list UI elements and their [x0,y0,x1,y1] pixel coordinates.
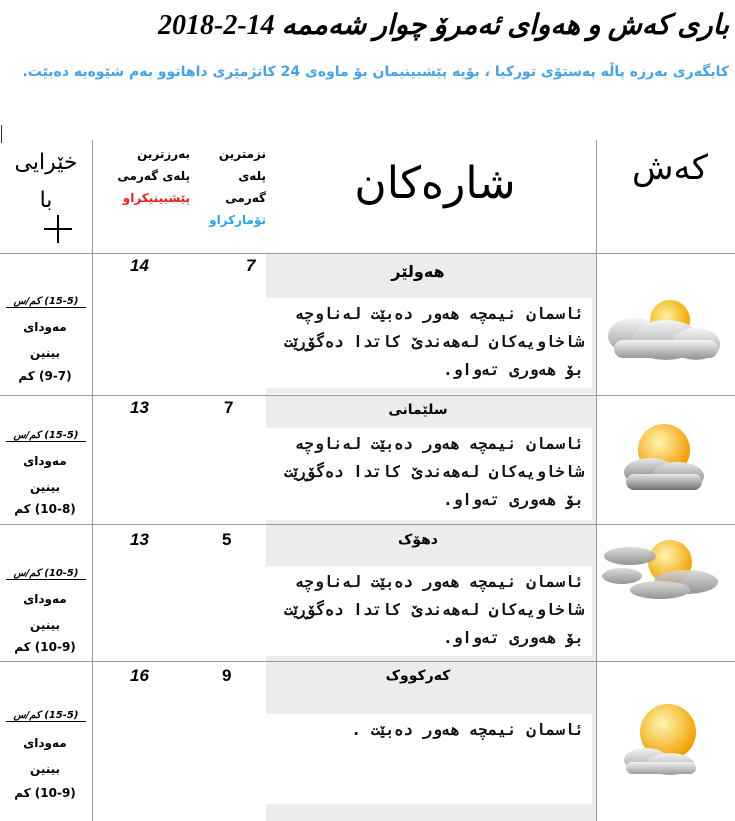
min-temp: 7 [224,398,234,417]
header-max-forecast: پێشبینیکراو [122,191,190,205]
wind-speed: (15-5) کم/س [6,296,86,308]
header-max-line: پلەی گەرمی [117,169,190,183]
partly-cloudy-icon [600,288,724,368]
max-temp: 16 [130,666,149,685]
header-min-recorded: تۆمارکراو [209,213,266,227]
row-divider [0,661,735,662]
visibility-label [4,448,86,500]
visibility-label [4,314,86,366]
city-name: سلێمانی [388,402,448,418]
visibility-label-line: بینین [30,618,60,632]
header-min-temp [196,143,266,231]
visibility-label [4,730,86,782]
weather-description: ئاسمان نیمچە هەور دەبێت لەناوچە شاخاویەکان لەهەندێ کاتدا دەگۆڕێت بۆ هەوری تەواو. [266,566,592,656]
row-divider [0,524,735,525]
city-name: کەرکووک [385,668,451,684]
max-temp: 14 [130,256,149,275]
visibility-label-line: بینین [30,480,60,494]
sun-with-clouds-icon [600,530,728,606]
min-temp: 7 [246,256,256,275]
city-name: دهۆک [397,532,438,548]
max-temp: 13 [130,530,149,549]
row-divider [0,253,735,254]
header-max-line: بەرزترین [137,147,190,161]
sun-small-cloud-icon [612,690,712,786]
weather-description: ئاسمان نیمچە هەور دەبێت لەناوچە شاخاویەکان لەهەندێ کاتدا دەگۆڕێت بۆ هەوری تەواو. [266,298,592,388]
visibility-value: (10-8) کم [14,502,76,516]
header-min-line: نزمترین [218,147,266,161]
column-divider [596,140,597,821]
header-min-line: گەرمی [225,191,266,205]
wind-speed: (10-5) کم/س [6,568,86,580]
header-max-temp [95,143,190,209]
visibility-label-line: بینین [30,762,60,776]
weather-description: ئاسمان نیمچە هەور دەبێت . [266,714,592,804]
wind-speed: (15-5) کم/س [6,710,86,722]
header-wind-line: با [39,188,53,213]
visibility-label-line: مەودای [23,592,67,606]
weather-description: ئاسمان نیمچە هەور دەبێت لەناوچە شاخاویەکان لەهەندێ کاتدا دەگۆڕێت بۆ هەوری تەواو. [266,428,592,520]
header-wind-line: خێرایی [14,150,78,175]
wind-speed: (15-5) کم/س [6,430,86,442]
header-weather: کەش [632,148,708,188]
header-min-line: پلەی [238,169,266,183]
city-name: هەولێر [391,262,445,281]
page-title: باری کەش و هەوای ئەمرۆ چوار شەممە 14-2-2018 [158,10,729,41]
visibility-label-line: مەودای [23,736,67,750]
plus-icon [44,215,72,243]
visibility-label [4,586,86,638]
header-wind-speed [2,144,90,220]
visibility-value: (9-7) کم [18,369,72,383]
column-divider [1,125,2,143]
forecast-summary: کایگەری بەرزە پاڵە پەستۆی تورکیا ، بۆیە پێشبینیمان بۆ ماوەی 24 کاتژمێری داهاتوو بەم شێوەیە دەبێت. [22,64,729,80]
visibility-value: (10-9) کم [14,640,76,654]
visibility-value: (10-9) کم [14,786,76,800]
row-divider [0,395,735,396]
header-cities: شارەکان [354,158,516,209]
visibility-label-line: مەودای [23,454,67,468]
max-temp: 13 [130,398,149,417]
sun-behind-cloud-icon [612,410,712,510]
visibility-label-line: مەودای [23,320,67,334]
column-divider [92,140,93,821]
visibility-label-line: بینین [30,346,60,360]
min-temp: 5 [222,530,232,549]
min-temp: 9 [222,666,232,685]
